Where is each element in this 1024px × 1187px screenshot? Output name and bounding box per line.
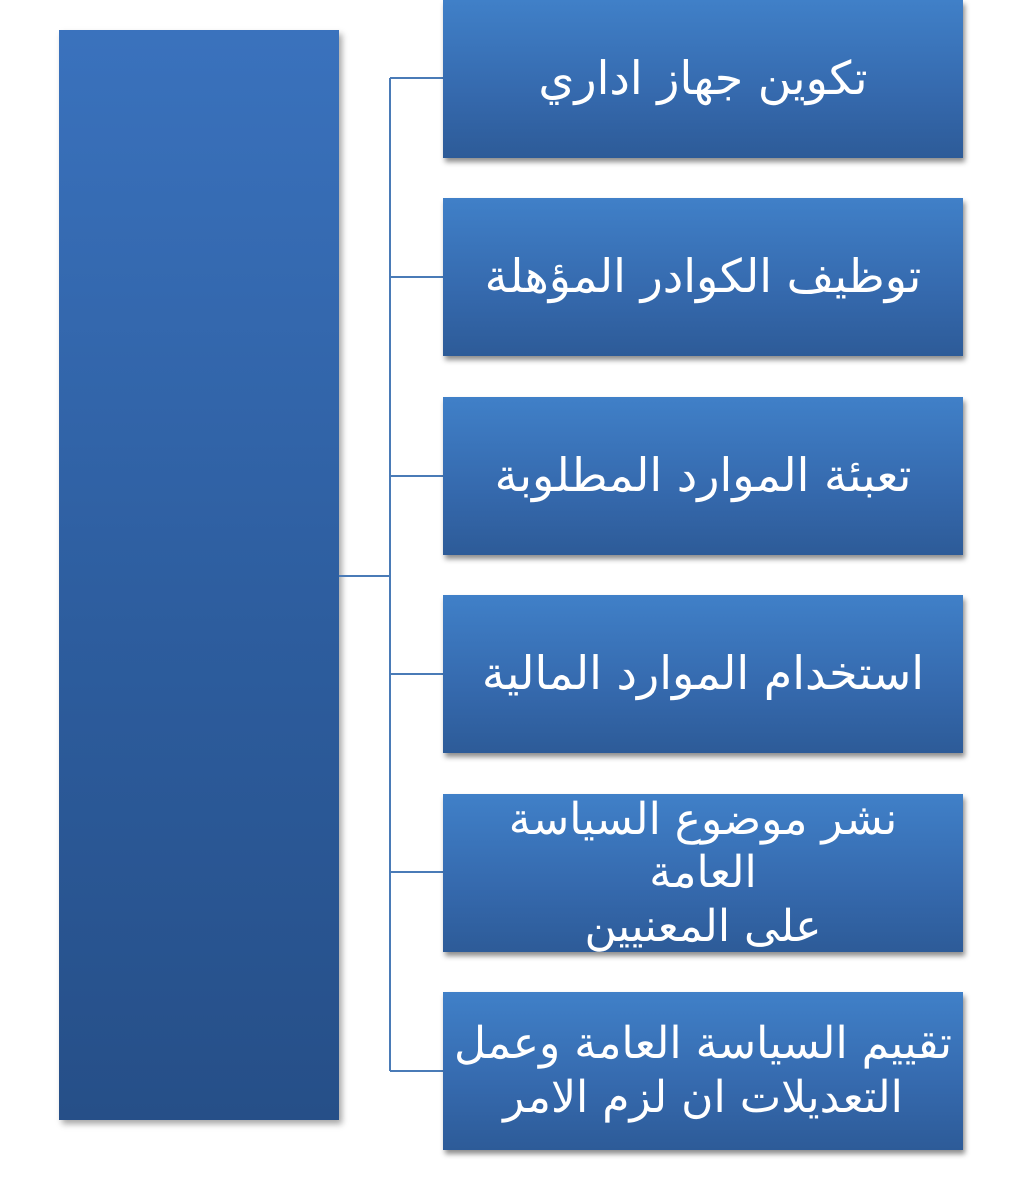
child-label-1: تكوين جهاز اداري [538, 51, 868, 106]
child-label-3: تعبئة الموارد المطلوبة [494, 448, 912, 503]
child-box-5 [443, 794, 963, 952]
child-label-2: توظيف الكوادر المؤهلة [484, 249, 922, 304]
child-label-6: تقييم السياسة العامة وعمل التعديلات ان لزم الامر [453, 1018, 952, 1123]
child-box-3 [443, 397, 963, 555]
child-label-5: نشر موضوع السياسة العامة على المعنيين [508, 793, 898, 952]
child-box-1 [443, 0, 963, 158]
child-label-4: استخدام الموارد المالية [481, 646, 925, 701]
child-box-2 [443, 198, 963, 356]
child-box-6 [443, 992, 963, 1150]
child-box-4 [443, 595, 963, 753]
